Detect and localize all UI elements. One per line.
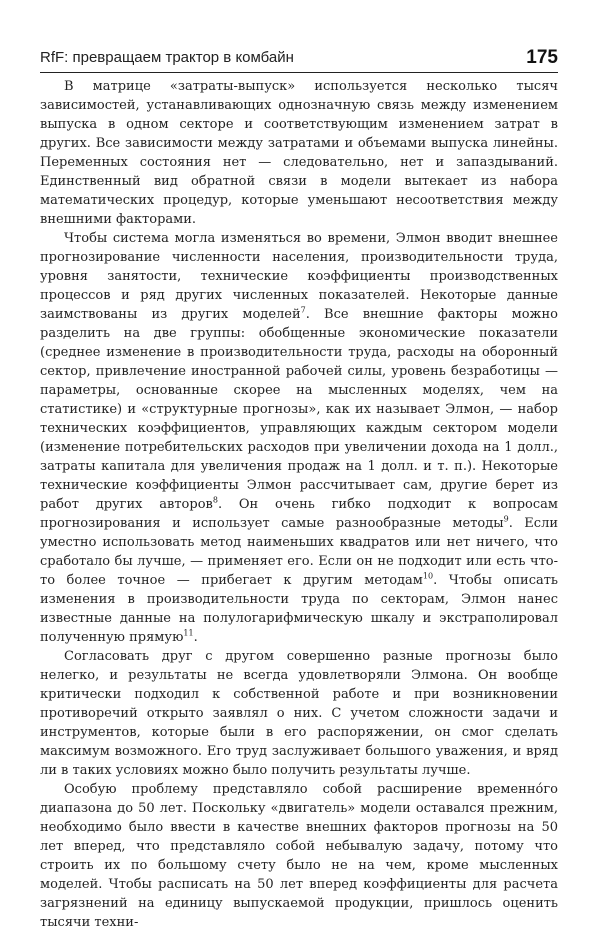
paragraph-text: . Все внешние факторы можно разделить на две группы: обобщенные экономические показатели (среднее изменение в производительности труда, расходы на оборонный сектор, привлечение иностранной рабочей силы, уровень безработицы — параметры, основанные скорее на мысленных моделях, чем на статистике) и «структурные прогнозы», как их называет Элмон, — набор технических коэффициентов, управляющих каждым сектором модели (изменение потребительских расходов при увеличении дохода на 1 долл., затраты капитала для увеличения продаж на 1 долл. и т. п.). Некоторые технические коэффициенты Элмон рассчитывает сам, другие берет из работ других авторов: [40, 307, 558, 512]
body-text: [40, 77, 558, 932]
paragraph-text: Особую проблему представляло собой расширение временно́го диапазона до 50 лет. Поскольку «двигатель» модели оставался прежним, необходимо было ввести в качестве внешних факторов прогнозы на 50 лет вперед, что представляло собой небывалую задачу, потому что строить их по большому счету было не на чем, кроме мысленных моделей. Чтобы расписать на 50 лет вперед коэффициенты для расчета загрязнений на единицу выпускаемой продукции, пришлось оценить тысячи техни-: [40, 782, 558, 930]
paragraph: [40, 647, 558, 780]
paragraph-text: Чтобы система могла изменяться во времени, Элмон вводит внешнее прогнозирование численности населения, производительности труда, уровня занятости, технические коэффициенты производственных процессов и ряд других численных показателей. Некоторые данные заимствованы из других моделей: [40, 231, 558, 322]
running-title: RfF: превращаем трактор в комбайн: [40, 49, 294, 66]
footnote-marker: 8: [212, 495, 218, 505]
paragraph-text: . Если уместно использовать метод наименьших квадратов или нет ничего, что сработало бы лучше, — применяет его. Если он не подходит или есть что-то более точное — прибегает к другим методам: [40, 516, 558, 588]
page-header: [40, 44, 558, 73]
paragraph-text: . Чтобы описать изменения в производительности труда по секторам, Элмон нанес известные данные на полулогарифмическую шкалу и экстраполировал полученную прямую: [40, 573, 559, 645]
paragraph: [40, 780, 558, 932]
paragraph-text: В матрице «затраты-выпуск» используется несколько тысяч зависимостей, устанавливающих однозначную связь между изменением выпуска в одном секторе и соответствующим изменением затрат в других. Все зависимости между затратами и объемами выпуска линейны. Переменных состояния нет — следовательно, нет и запаздываний. Единственный вид обратной связи в модели вытекает из набора математических процедур, которые уменьшают несоответствия между внешними факторами.: [40, 79, 558, 227]
footnote-marker: 7: [300, 305, 306, 315]
paragraph: [40, 77, 558, 229]
paragraph: [40, 229, 558, 647]
footnote-marker: 11: [183, 628, 194, 638]
paragraph-text: Согласовать друг с другом совершенно разные прогнозы было нелегко, и результаты не всегда удовлетворяли Элмона. Он вообще критически подходил к собственной работе и при возникновении противоречий открыто заявлял о них. С учетом сложности задачи и инструментов, которые были в его распоряжении, он смог сделать максимум возможного. Его труд заслуживает большого уважения, и вряд ли в таких условиях можно было получить результаты лучше.: [40, 649, 558, 778]
footnote-marker: 9: [503, 514, 509, 524]
paragraph-text: . Он очень гибко подходит к вопросам прогнозирования и использует самые разнообразные методы: [40, 497, 558, 531]
page-number: 175: [526, 47, 558, 68]
footnote-marker: 10: [422, 571, 434, 581]
paragraph-text: .: [193, 630, 198, 645]
